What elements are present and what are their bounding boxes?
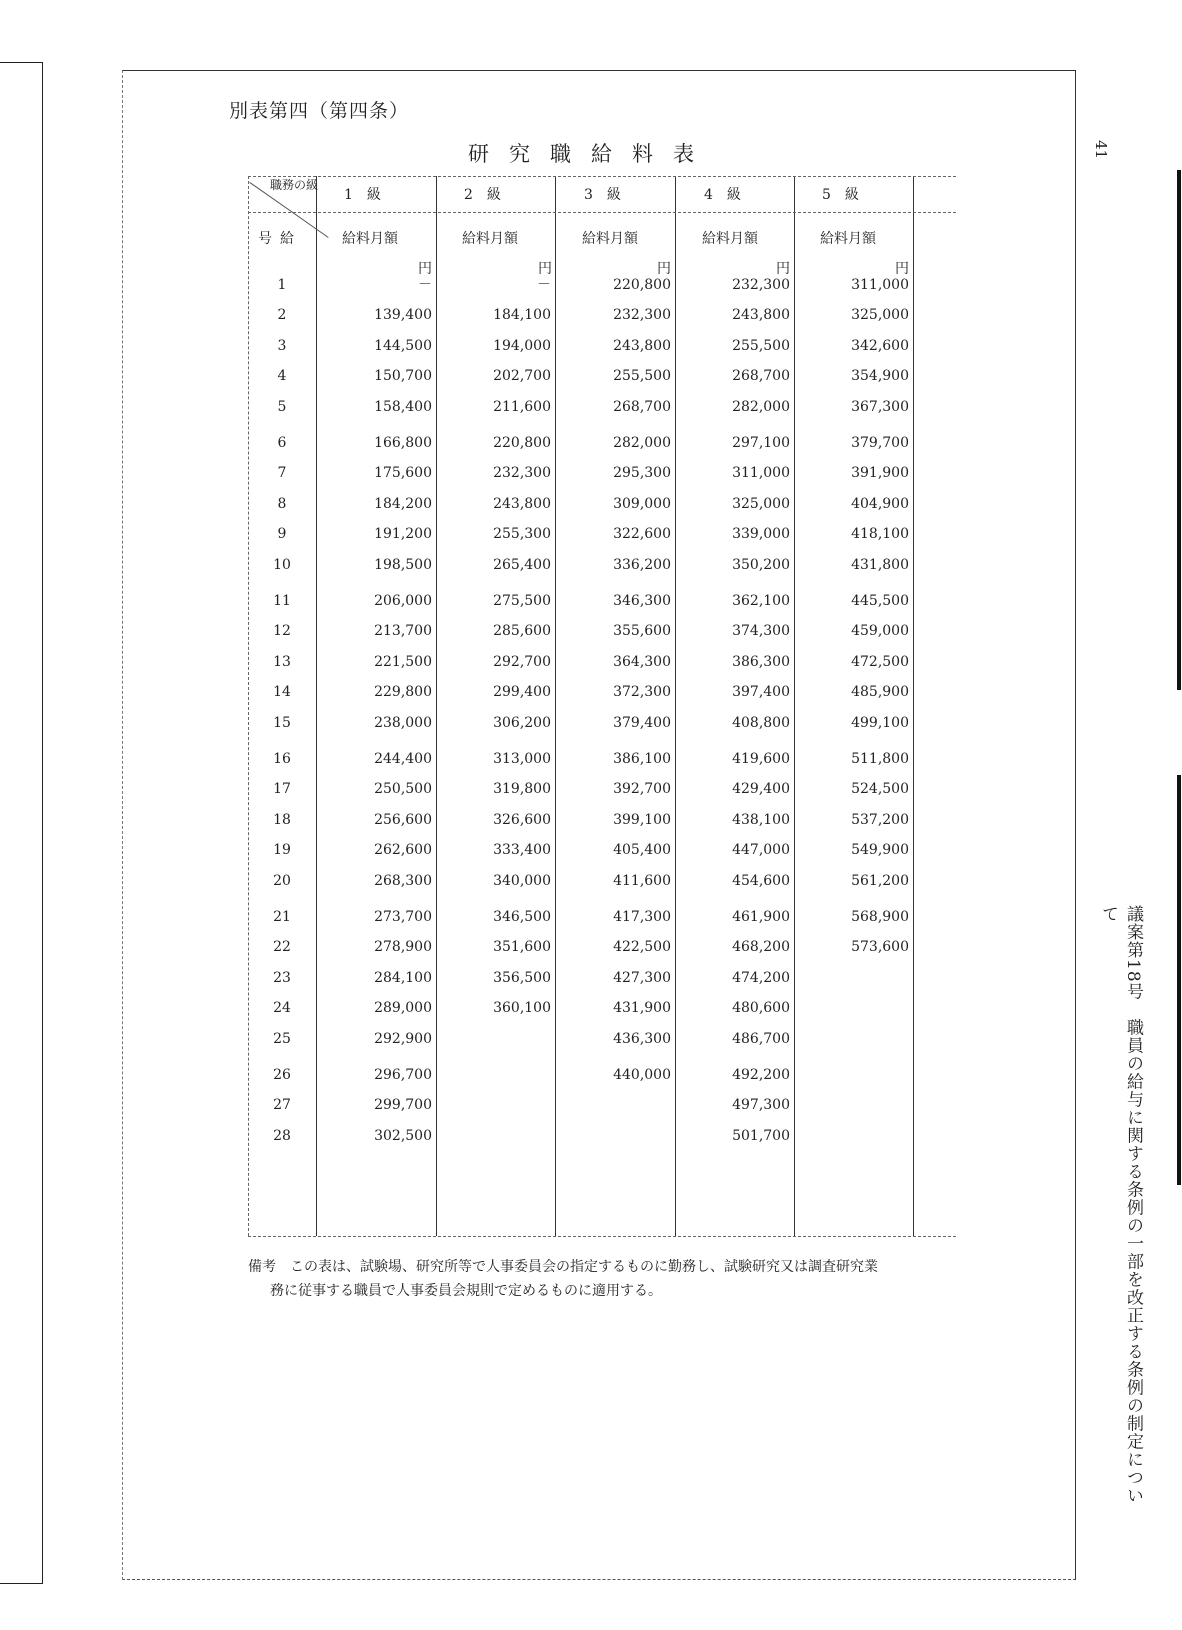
step-number: 14 — [273, 684, 291, 701]
salary-cell: 250,500 — [374, 781, 432, 798]
salary-cell: 561,200 — [851, 872, 909, 889]
remarks-line: 備考 この表は、試験場、研究所等で人事委員会の指定するものに勤務し、試験研究又は調査研究業 — [248, 1259, 878, 1275]
step-number: 1 — [277, 277, 287, 293]
salary-cell: 282,000 — [732, 398, 790, 415]
salary-cell: 285,600 — [493, 623, 551, 640]
salary-cell: 485,900 — [851, 684, 909, 701]
salary-cell: 322,600 — [613, 526, 671, 543]
salary-cell: 284,100 — [374, 969, 432, 986]
salary-cell: 472,500 — [851, 653, 909, 670]
salary-cell: 438,100 — [732, 811, 790, 828]
salary-cell: 333,400 — [493, 842, 551, 859]
unit-label: 円 — [538, 261, 552, 277]
salary-cell: 309,000 — [613, 495, 671, 512]
salary-cell: 296,700 — [374, 1067, 432, 1083]
salary-cell: 422,500 — [613, 939, 671, 956]
salary-cell: 191,200 — [374, 526, 432, 543]
salary-cell: 386,100 — [613, 751, 671, 767]
salary-cell: 440,000 — [613, 1067, 671, 1083]
salary-cell: 524,500 — [851, 781, 909, 798]
salary-cell: 311,000 — [851, 277, 909, 293]
salary-cell: 275,500 — [493, 593, 551, 609]
salary-cell: 255,500 — [613, 368, 671, 385]
salary-cell: 306,200 — [493, 714, 551, 731]
side-document-title: 議案第18号 職員の給与に関する条例の一部を改正する条例の制定について — [1098, 905, 1143, 1505]
salary-cell: 232,300 — [613, 307, 671, 324]
salary-cell: 175,600 — [374, 465, 432, 482]
unit-label: 円 — [418, 261, 432, 277]
left-margin-bracket — [0, 62, 43, 1584]
unit-label: 円 — [657, 261, 671, 277]
step-number: 4 — [277, 368, 287, 385]
salary-cell: 243,800 — [732, 307, 790, 324]
salary-cell: 336,200 — [613, 556, 671, 573]
salary-cell: 431,900 — [613, 1000, 671, 1017]
salary-cell: 346,300 — [613, 593, 671, 609]
salary-cell: － — [418, 277, 432, 293]
salary-cell: 367,300 — [851, 398, 909, 415]
salary-cell: 397,400 — [732, 684, 790, 701]
grade-header: 5 級 — [822, 187, 859, 203]
salary-cell: 340,000 — [493, 872, 551, 889]
salary-cell: 139,400 — [374, 307, 432, 324]
salary-cell: 278,900 — [374, 939, 432, 956]
column-divider — [316, 176, 317, 1236]
salary-cell: 486,700 — [732, 1030, 790, 1047]
salary-cell: 355,600 — [613, 623, 671, 640]
salary-cell: 392,700 — [613, 781, 671, 798]
grade-header: 3 級 — [584, 187, 621, 203]
column-divider — [913, 176, 914, 1236]
salary-cell: 391,900 — [851, 465, 909, 482]
grade-header: 2 級 — [464, 187, 501, 203]
step-number: 15 — [273, 714, 291, 731]
salary-cell: 244,400 — [374, 751, 432, 767]
salary-cell: 342,600 — [851, 337, 909, 354]
side-edge-bar — [1177, 170, 1181, 690]
salary-cell: 492,200 — [732, 1067, 790, 1083]
step-number: 12 — [273, 623, 291, 640]
salary-cell: 419,600 — [732, 751, 790, 767]
step-number: 27 — [273, 1097, 291, 1114]
table-title: 研究職給料表 — [468, 142, 714, 166]
corner-label-step: 号給 — [258, 231, 302, 247]
salary-cell: 350,200 — [732, 556, 790, 573]
salary-cell: 282,000 — [613, 435, 671, 451]
step-number: 3 — [277, 337, 287, 354]
salary-cell: 431,800 — [851, 556, 909, 573]
salary-cell: 386,300 — [732, 653, 790, 670]
grade-header: 4 級 — [704, 187, 741, 203]
step-number: 18 — [273, 811, 291, 828]
column-divider — [675, 176, 676, 1236]
salary-cell: 399,100 — [613, 811, 671, 828]
remarks-line: 務に従事する職員で人事委員会規則で定めるものに適用する。 — [270, 1283, 662, 1299]
unit-label: 円 — [776, 261, 790, 277]
column-divider — [436, 176, 437, 1236]
salary-cell: 454,600 — [732, 872, 790, 889]
table-border — [248, 176, 956, 177]
salary-cell: 213,700 — [374, 623, 432, 640]
salary-cell: 144,500 — [374, 337, 432, 354]
salary-cell: 289,000 — [374, 1000, 432, 1017]
salary-cell: 299,700 — [374, 1097, 432, 1114]
side-edge-bar — [1177, 775, 1181, 1185]
salary-cell: 379,400 — [613, 714, 671, 731]
salary-cell: 256,600 — [374, 811, 432, 828]
step-number: 16 — [273, 751, 291, 767]
grade-header: 1 級 — [344, 187, 381, 203]
salary-cell: 232,300 — [732, 277, 790, 293]
salary-cell: 268,700 — [613, 398, 671, 415]
step-number: 25 — [273, 1030, 291, 1047]
salary-cell: 351,600 — [493, 939, 551, 956]
step-number: 24 — [273, 1000, 291, 1017]
salary-cell: 299,400 — [493, 684, 551, 701]
salary-cell: 292,700 — [493, 653, 551, 670]
salary-cell: 346,500 — [493, 909, 551, 925]
salary-cell: 511,800 — [851, 751, 909, 767]
salary-cell: 417,300 — [613, 909, 671, 925]
salary-cell: 326,600 — [493, 811, 551, 828]
salary-cell: 501,700 — [732, 1127, 790, 1144]
salary-cell: 568,900 — [851, 909, 909, 925]
salary-cell: 202,700 — [493, 368, 551, 385]
salary-cell: 354,900 — [851, 368, 909, 385]
step-number: 9 — [277, 526, 287, 543]
step-number: 22 — [273, 939, 291, 956]
step-number: 6 — [277, 435, 287, 451]
step-number: 20 — [273, 872, 291, 889]
salary-cell: 445,500 — [851, 593, 909, 609]
step-number: 5 — [277, 398, 287, 415]
salary-cell: 497,300 — [732, 1097, 790, 1114]
salary-cell: 480,600 — [732, 1000, 790, 1017]
salary-cell: － — [537, 277, 551, 293]
salary-cell: 238,000 — [374, 714, 432, 731]
salary-cell: 158,400 — [374, 398, 432, 415]
salary-cell: 150,700 — [374, 368, 432, 385]
salary-cell: 211,600 — [493, 398, 551, 415]
salary-cell: 447,000 — [732, 842, 790, 859]
page-number: 41 — [1092, 140, 1110, 160]
salary-cell: 325,000 — [732, 495, 790, 512]
salary-table — [248, 176, 956, 1236]
subheader-monthly: 給料月額 — [462, 231, 518, 247]
salary-cell: 356,500 — [493, 969, 551, 986]
salary-cell: 364,300 — [613, 653, 671, 670]
salary-cell: 429,400 — [732, 781, 790, 798]
step-number: 23 — [273, 969, 291, 986]
salary-cell: 229,800 — [374, 684, 432, 701]
salary-cell: 255,300 — [493, 526, 551, 543]
salary-cell: 184,200 — [374, 495, 432, 512]
salary-cell: 408,800 — [732, 714, 790, 731]
table-border — [248, 1236, 956, 1237]
remarks-note — [248, 1255, 968, 1303]
salary-cell: 243,800 — [493, 495, 551, 512]
salary-cell: 221,500 — [374, 653, 432, 670]
salary-cell: 319,800 — [493, 781, 551, 798]
column-divider — [555, 176, 556, 1236]
salary-cell: 374,300 — [732, 623, 790, 640]
salary-cell: 461,900 — [732, 909, 790, 925]
subheader-monthly: 給料月額 — [820, 231, 876, 247]
salary-cell: 198,500 — [374, 556, 432, 573]
salary-cell: 292,900 — [374, 1030, 432, 1047]
salary-cell: 459,000 — [851, 623, 909, 640]
subheader-monthly: 給料月額 — [342, 231, 398, 247]
salary-cell: 265,400 — [493, 556, 551, 573]
step-number: 19 — [273, 842, 291, 859]
salary-cell: 302,500 — [374, 1127, 432, 1144]
salary-cell: 405,400 — [613, 842, 671, 859]
salary-cell: 194,000 — [493, 337, 551, 354]
salary-cell: 262,600 — [374, 842, 432, 859]
salary-cell: 268,700 — [732, 368, 790, 385]
salary-cell: 220,800 — [613, 277, 671, 293]
salary-cell: 311,000 — [732, 465, 790, 482]
salary-cell: 499,100 — [851, 714, 909, 731]
step-number: 2 — [277, 307, 287, 324]
step-number: 7 — [277, 465, 287, 482]
unit-label: 円 — [895, 261, 909, 277]
salary-cell: 273,700 — [374, 909, 432, 925]
salary-cell: 295,300 — [613, 465, 671, 482]
step-number: 8 — [277, 495, 287, 512]
salary-cell: 339,000 — [732, 526, 790, 543]
column-divider — [794, 176, 795, 1236]
salary-cell: 232,300 — [493, 465, 551, 482]
subheader-monthly: 給料月額 — [702, 231, 758, 247]
salary-cell: 573,600 — [851, 939, 909, 956]
salary-cell: 220,800 — [493, 435, 551, 451]
salary-cell: 362,100 — [732, 593, 790, 609]
salary-cell: 360,100 — [493, 1000, 551, 1017]
salary-cell: 474,200 — [732, 969, 790, 986]
salary-cell: 206,000 — [374, 593, 432, 609]
salary-cell: 549,900 — [851, 842, 909, 859]
annex-heading: 別表第四（第四条） — [229, 100, 410, 122]
salary-cell: 243,800 — [613, 337, 671, 354]
salary-cell: 537,200 — [851, 811, 909, 828]
salary-cell: 436,300 — [613, 1030, 671, 1047]
table-border — [248, 176, 249, 1236]
salary-cell: 468,200 — [732, 939, 790, 956]
header-divider — [248, 212, 956, 213]
salary-cell: 411,600 — [613, 872, 671, 889]
salary-cell: 427,300 — [613, 969, 671, 986]
salary-cell: 404,900 — [851, 495, 909, 512]
step-number: 11 — [273, 593, 291, 609]
salary-cell: 418,100 — [851, 526, 909, 543]
subheader-monthly: 給料月額 — [582, 231, 638, 247]
salary-cell: 166,800 — [374, 435, 432, 451]
step-number: 26 — [273, 1067, 291, 1083]
corner-label-grade: 職務の級 — [270, 178, 319, 192]
step-number: 28 — [273, 1127, 291, 1144]
salary-cell: 255,500 — [732, 337, 790, 354]
salary-cell: 372,300 — [613, 684, 671, 701]
step-number: 13 — [273, 653, 291, 670]
salary-cell: 268,300 — [374, 872, 432, 889]
salary-cell: 297,100 — [732, 435, 790, 451]
salary-cell: 184,100 — [493, 307, 551, 324]
step-number: 21 — [273, 909, 291, 925]
step-number: 17 — [273, 781, 291, 798]
step-number: 10 — [273, 556, 291, 573]
salary-cell: 325,000 — [851, 307, 909, 324]
salary-cell: 379,700 — [851, 435, 909, 451]
salary-cell: 313,000 — [493, 751, 551, 767]
